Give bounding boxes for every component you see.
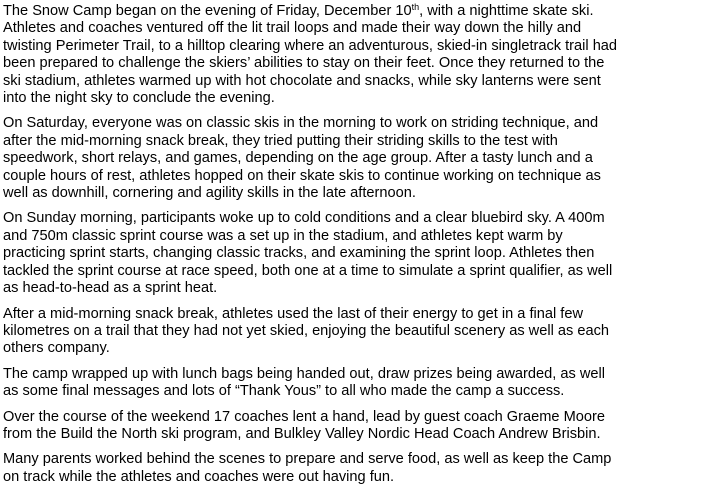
text-line: On Sunday morning, participants woke up to cold conditions and a clear bluebird sky. A 400m [3, 210, 605, 227]
text-line: After a mid-morning snack break, athletes used the last of their energy to get in a final few [3, 305, 584, 322]
text-line: Many parents worked behind the scenes to prepare and serve food, as well as keep the Camp [3, 451, 612, 468]
paragraph-coaches [3, 409, 713, 444]
paragraph-saturday [3, 115, 713, 202]
paragraph-snack-break [3, 306, 713, 358]
text-line-end: , with a nighttime skate ski. [419, 3, 594, 19]
paragraph-parents [3, 451, 713, 486]
text-line: as some final messages and lots of “Thank Yous” to all who made the camp a success. [3, 383, 565, 400]
text-line: practicing sprint starts, changing classic tracks, and examining the sprint loop. Athletes then [3, 245, 595, 262]
text-line: and 750m classic sprint course was a set up in the stadium, and athletes kept warm by [3, 227, 563, 244]
document-body [3, 3, 713, 494]
text-line: speedwork, short relays, and games, depending on the age group. After a tasty lunch and a [3, 150, 593, 167]
text-line: twisting Perimeter Trail, to a hilltop clearing where an adventurous, skied-in singletrack trail had [3, 37, 618, 54]
text-line: Over the course of the weekend 17 coaches lent a hand, lead by guest coach Graeme Moore [3, 408, 605, 425]
text-line: after the mid-morning snack break, they tried putting their striding skills to the test with [3, 132, 558, 149]
text-line: into the night sky to conclude the evening. [3, 90, 275, 107]
text-line: from the Build the North ski program, and Bulkley Valley Nordic Head Coach Andrew Brisbin. [3, 425, 601, 442]
text-line [3, 3, 713, 20]
text-line: The camp wrapped up with lunch bags being handed out, draw prizes being awarded, as well [3, 365, 605, 382]
text-line: ski stadium, athletes warmed up with hot chocolate and snacks, while sky lanterns were sent [3, 72, 601, 89]
text-line-start: The Snow Camp began on the evening of Friday, December 10 [3, 3, 412, 19]
text-line: kilometres on a trail that they had not yet skied, enjoying the beautiful scenery as well as each [3, 322, 609, 339]
text-line: been prepared to challenge the skiers’ abilities to stay on their feet. Once they returned to the [3, 55, 605, 72]
text-line: tackled the sprint course at race speed, both one at a time to simulate a sprint qualifier, as well [3, 262, 613, 279]
ordinal-suffix: th [411, 2, 420, 12]
text-line: on track while the athletes and coaches were out having fun. [3, 468, 395, 485]
paragraph-wrap-up [3, 366, 713, 401]
paragraph-sunday [3, 210, 713, 297]
text-line: others company. [3, 340, 110, 357]
text-line: Athletes and coaches ventured off the lit trail loops and made their way down the hilly and [3, 20, 582, 37]
text-line: as head-to-head as a sprint heat. [3, 280, 218, 297]
paragraph-friday [3, 3, 713, 107]
text-line: couple hours of rest, athletes hopped on their skate skis to continue working on technique as [3, 167, 601, 184]
text-line: well as downhill, cornering and agility skills in the late afternoon. [3, 185, 416, 202]
text-line: On Saturday, everyone was on classic skis in the morning to work on striding technique, and [3, 115, 599, 132]
